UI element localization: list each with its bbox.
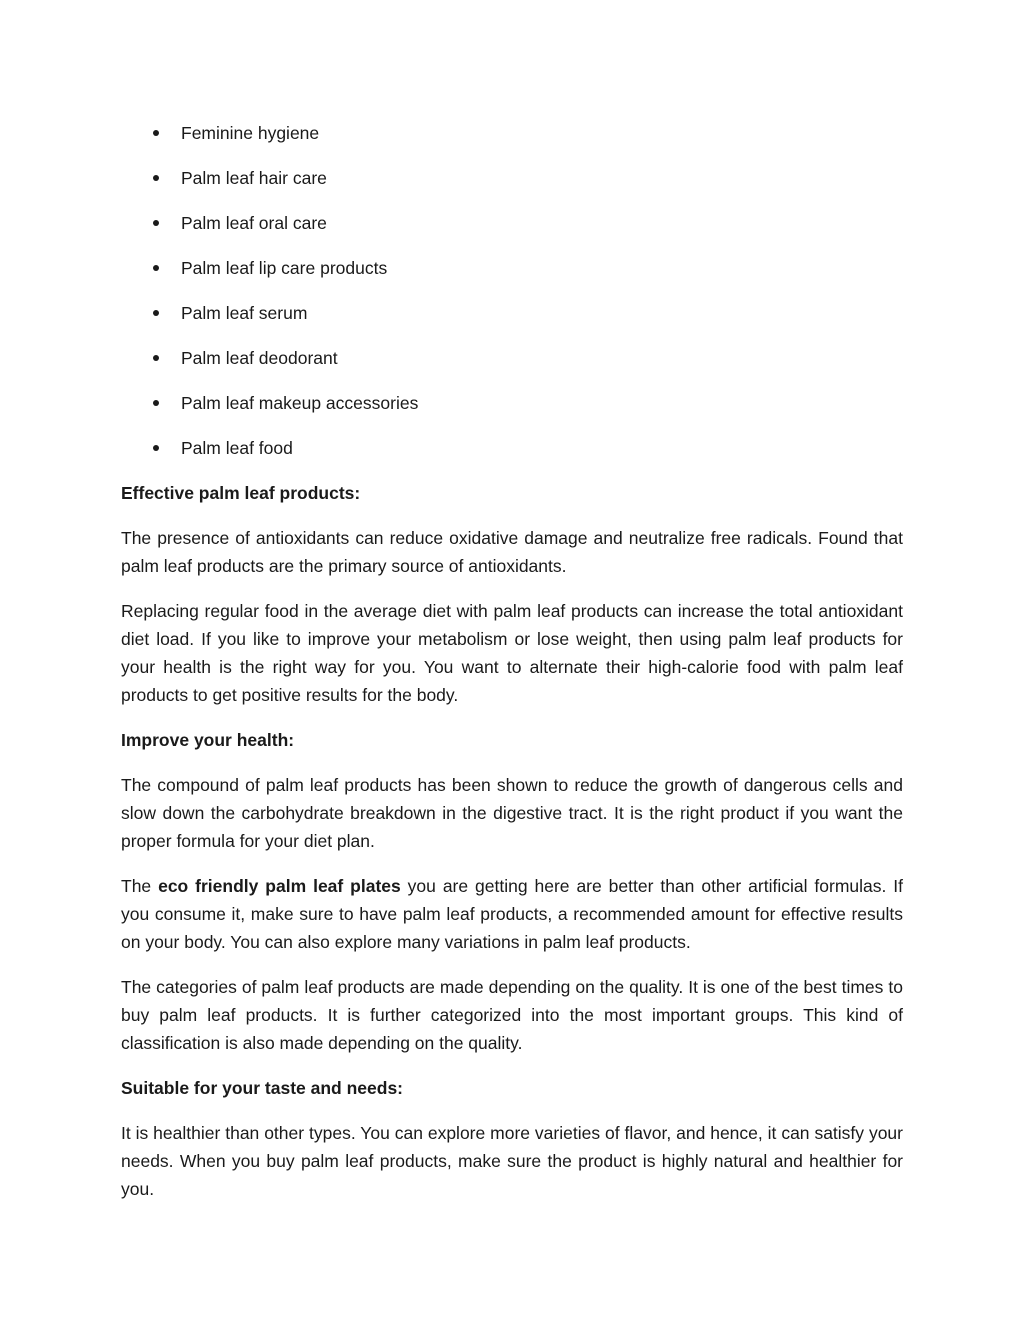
document-page [121,119,903,1220]
list-item [121,209,903,237]
bullet-icon [153,265,159,271]
paragraph-text-post: you are getting here are better than other artificial formulas. If you consume it, make sure to have palm leaf products, a recommended amount for effective results on your body. You can also explore many variations in palm leaf products. [121,876,904,952]
paragraph-compound: The compound of palm leaf products has been shown to reduce the growth of dangerous cells and slow down the carbohydrate breakdown in the digestive tract. It is the right product if you want the proper formula for your diet plan. [121,775,903,851]
paragraph-categories: The categories of palm leaf products are made depending on the quality. It is one of the best times to buy palm leaf products. It is further categorized into the most important groups. This kind of classification is also made depending on the quality. [121,977,903,1053]
list-item [121,434,903,462]
list-item-text: Palm leaf food [181,438,293,458]
bullet-icon [153,130,159,136]
list-item-text: Palm leaf serum [181,303,308,323]
list-item [121,299,903,327]
list-item [121,389,903,417]
list-item-text: Palm leaf makeup accessories [181,393,419,413]
section-heading-taste: Suitable for your taste and needs: [121,1078,403,1098]
list-item [121,344,903,372]
eco-plates-keyword: eco friendly palm leaf plates [158,876,401,896]
bullet-icon [153,400,159,406]
list-item-text: Palm leaf oral care [181,213,327,233]
section-heading-effective: Effective palm leaf products: [121,483,361,503]
section-heading-health: Improve your health: [121,730,295,750]
product-bullet-list [121,119,903,462]
bullet-icon [153,220,159,226]
paragraph-diet-load: Replacing regular food in the average diet with palm leaf products can increase the total antioxidant diet load. If you like to improve your metabolism or lose weight, then using palm leaf products for your health is the right way for you. You want to alternate their high-calorie food with palm leaf products to get positive results for the body. [121,601,903,705]
list-item [121,164,903,192]
list-item-text: Palm leaf lip care products [181,258,388,278]
paragraph-antioxidants: The presence of antioxidants can reduce oxidative damage and neutralize free radicals. Found that palm leaf products are the primary source of antioxidants. [121,528,903,576]
list-item-text: Palm leaf hair care [181,168,327,188]
list-item-text: Palm leaf deodorant [181,348,338,368]
bullet-icon [153,445,159,451]
paragraph-text-pre: The [121,876,159,896]
bullet-icon [153,175,159,181]
bullet-icon [153,355,159,361]
list-item [121,119,903,147]
list-item-text: Feminine hygiene [181,123,320,143]
bullet-icon [153,310,159,316]
paragraph-healthier: It is healthier than other types. You can explore more varieties of flavor, and hence, it can satisfy your needs. When you buy palm leaf products, make sure the product is highly natural and healthier for you. [121,1123,903,1199]
list-item [121,254,903,282]
paragraph-eco-plates [121,872,903,956]
